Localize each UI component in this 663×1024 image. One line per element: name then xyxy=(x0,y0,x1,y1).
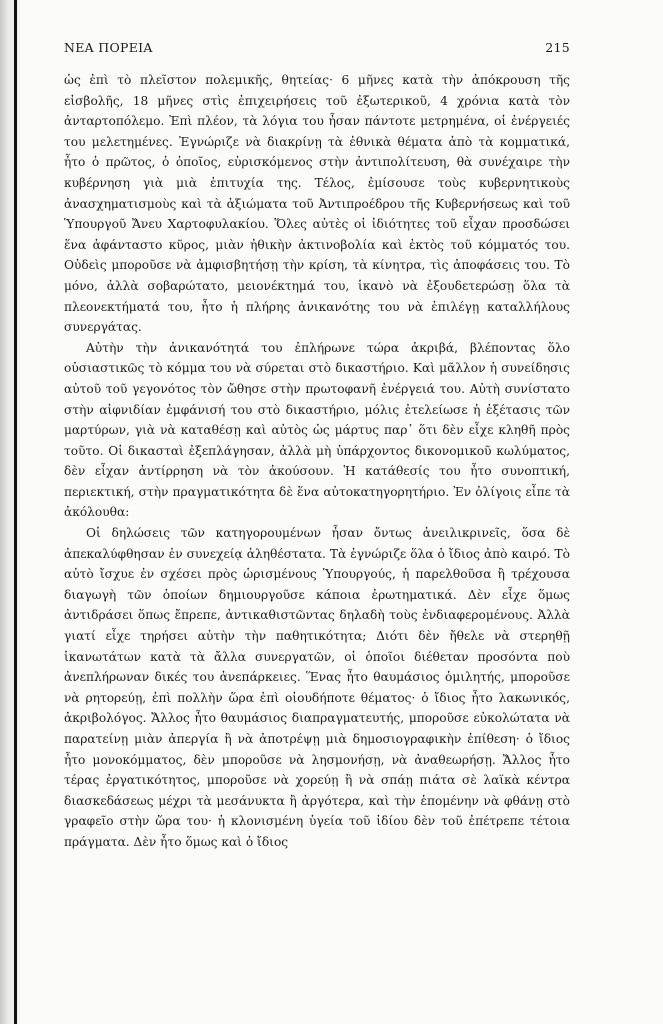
page-header xyxy=(64,40,570,66)
binding-shadow xyxy=(0,0,22,1024)
paragraph-continued: ὡς ἐπὶ τὸ πλεῖστον πολεμικῆς, θητείας· 6 μῆνες κατὰ τὴν ἀπόκρουση τῆς εἰσβολῆς, 18 μῆνες στὶς ἐπιχειρήσεις τοῦ ἐξωτερικοῦ, 4 χρόνια κατὰ τὸν ἀνταρτοπόλεμο. Ἐπὶ πλέον, τὰ λόγια του ἦσαν πάντοτε μετρημένα, οἱ ἐνέργειές του μελετημένες. Ἐγνώριζε νὰ διακρίνῃ τὰ ἐθνικὰ θέματα ἀπὸ τὰ κομματικά, ἦτο ὁ πρῶτος, ὁ ὁποῖος, εὑρισκόμενος στὴν ἀντιπολίτευση, θὰ συνέχαιρε τὴν κυβέρνηση γιὰ μιὰ ἐπιτυχία της. Τέλος, ἐμίσουσε τοὺς κυβερνητικοὺς ἀνασχηματισμοὺς καὶ τὰ ἀξιώματα τοῦ Ἀντιπροέδρου τῆς Κυβερνήσεως καὶ τοῦ Ὑπουργοῦ Ἄνευ Χαρτοφυλακίου. Ὅλες αὐτὲς οἱ ἰδιότητες τοῦ εἶχαν προσδώσει ἕνα ἀφάνταστο κῦρος, μιὰν ἠθικὴν ἀκτινοβολία καὶ ἐκτὸς τοῦ κόμματός του. Οὐδεὶς μποροῦσε νὰ ἀμφισβητήσῃ τὴν κρίση, τὰ κίνητρα, τὶς ἀποφάσεις του. Τὸ μόνο, ἀλλὰ σοβαρώτατο, μειονέκτημά του, ἱκανὸ νὰ ἐξουδετερώσῃ ὅλα τὰ πλεονεκτήματά του, ἦτο ἡ πλήρης ἀνικανότης του νὰ ἐπιλέγῃ καταλλήλους συνεργάτας. xyxy=(64,73,570,335)
book-spine-edge xyxy=(14,0,17,1024)
paragraph: Αὐτὴν τὴν ἀνικανότητά του ἐπλήρωνε τώρα ἀκριβά, βλέποντας ὅλο οὐσιαστικῶς τὸ κόμμα του νὰ σύρεται στὸ δικαστήριο. Καὶ μᾶλλον ἡ συνείδησις αὐτοῦ τοῦ γεγονότος τὸν ὤθησε στὴν πρωτοφανῆ ἐνέργειά του. Αὐτὴ συνίστατο στὴν αἰφνιδίαν ἐμφάνισή του στὸ δικαστήριο, μόλις ἐτελείωσε ἡ ἐξέτασις τῶν μαρτύρων, γιὰ νὰ καταθέσῃ καὶ αὐτὸς ὡς μάρτυς παρ᾽ ὅτι δὲν εἶχε κληθῆ πρὸς τοῦτο. Οἱ δικασταὶ ἐξεπλάγησαν, ἀλλὰ μὴ ὑπάρχοντος δικονομικοῦ κωλύματος, δὲν εἶχαν ἀντίρρηση νὰ τὸν ἀκούσουν. Ἡ κατάθεσίς του ἦτο συνοπτική, περιεκτική, στὴν πραγματικότητα δὲ ἕνα αὐτοκατηγορητήριο. Ἐν ὀλίγοις εἶπε τὰ ἀκόλουθα: xyxy=(64,340,570,520)
body-text xyxy=(64,70,570,853)
running-head: ΝΕΑ ΠΟΡΕΙΑ xyxy=(64,40,153,55)
paragraph: Οἱ δηλώσεις τῶν κατηγορουμένων ἦσαν ὄντως ἀνειλικρινεῖς, ὅσα δὲ ἀπεκαλύφθησαν ἐν συνεχείᾳ ἀληθέστατα. Τὰ ἐγνώριζε ὅλα ὁ ἴδιος ἀπὸ καιρό. Τὸ αὐτὸ ἴσχυε ἐν σχέσει πρὸς ὡρισμένους Ὑπουργούς, ἡ παρελθοῦσα ἢ τρέχουσα διαγωγὴ τῶν ὁποίων δημιουργοῦσε κάποια ἐρωτηματικά. Δὲν εἶχε ὅμως ἀντιδράσει ὅπως ἔπρεπε, ἀντικαθιστῶντας δηλαδὴ τοὺς ἐνδιαφερομένους. Ἀλλὰ γιατί εἶχε τηρήσει αὐτὴν τὴν παθητικότητα; Διότι δὲν ἤθελε νὰ στερηθῇ ἱκανωτάτων κατὰ τὰ ἄλλα συνεργατῶν, οἱ ὁποῖοι διέθεταν προσόντα ποὺ ἀνεπλήρωναν δικές του ἀνεπάρκειες. Ἕνας ἦτο θαυμάσιος ὁμιλητής, μποροῦσε νὰ ρητορεύῃ, ἐπὶ πολλὴν ὥρα ἐπὶ οἱουδήποτε θέματος· ὁ ἴδιος ἦτο λακωνικός, ἀκριβολόγος. Ἄλλος ἦτο θαυμάσιος διαπραγματευτής, μποροῦσε εὐκολώτατα νὰ παρατείνῃ μιὰν ἀπεργία ἢ νὰ ἀποτρέψῃ μιὰ δημοσιογραφικὴν ἐπίθεση· ὁ ἴδιος ἦτο μονοκόμματος, δὲν μποροῦσε νὰ λησμονήσῃ, νὰ ἀναθεωρήσῃ. Ἄλλος ἦτο τέρας ἐργατικότητος, μποροῦσε νὰ χορεύῃ ἢ νὰ σπάῃ πιάτα σὲ λαϊκὰ κέντρα διασκεδάσεως μέχρι τὰ μεσάνυκτα ἢ ἀργότερα, καὶ τὴν ἑπομένην νὰ φθάνῃ στὸ γραφεῖο στὴν ὥρα του· ἡ κλονισμένη ὑγεία τοῦ ἰδίου δὲν τοῦ ἐπέτρεπε τέτοια πράγματα. Δὲν ἦτο ὅμως καὶ ὁ ἴδιος xyxy=(64,526,570,849)
book-page xyxy=(64,40,570,853)
page-number: 215 xyxy=(545,40,570,55)
